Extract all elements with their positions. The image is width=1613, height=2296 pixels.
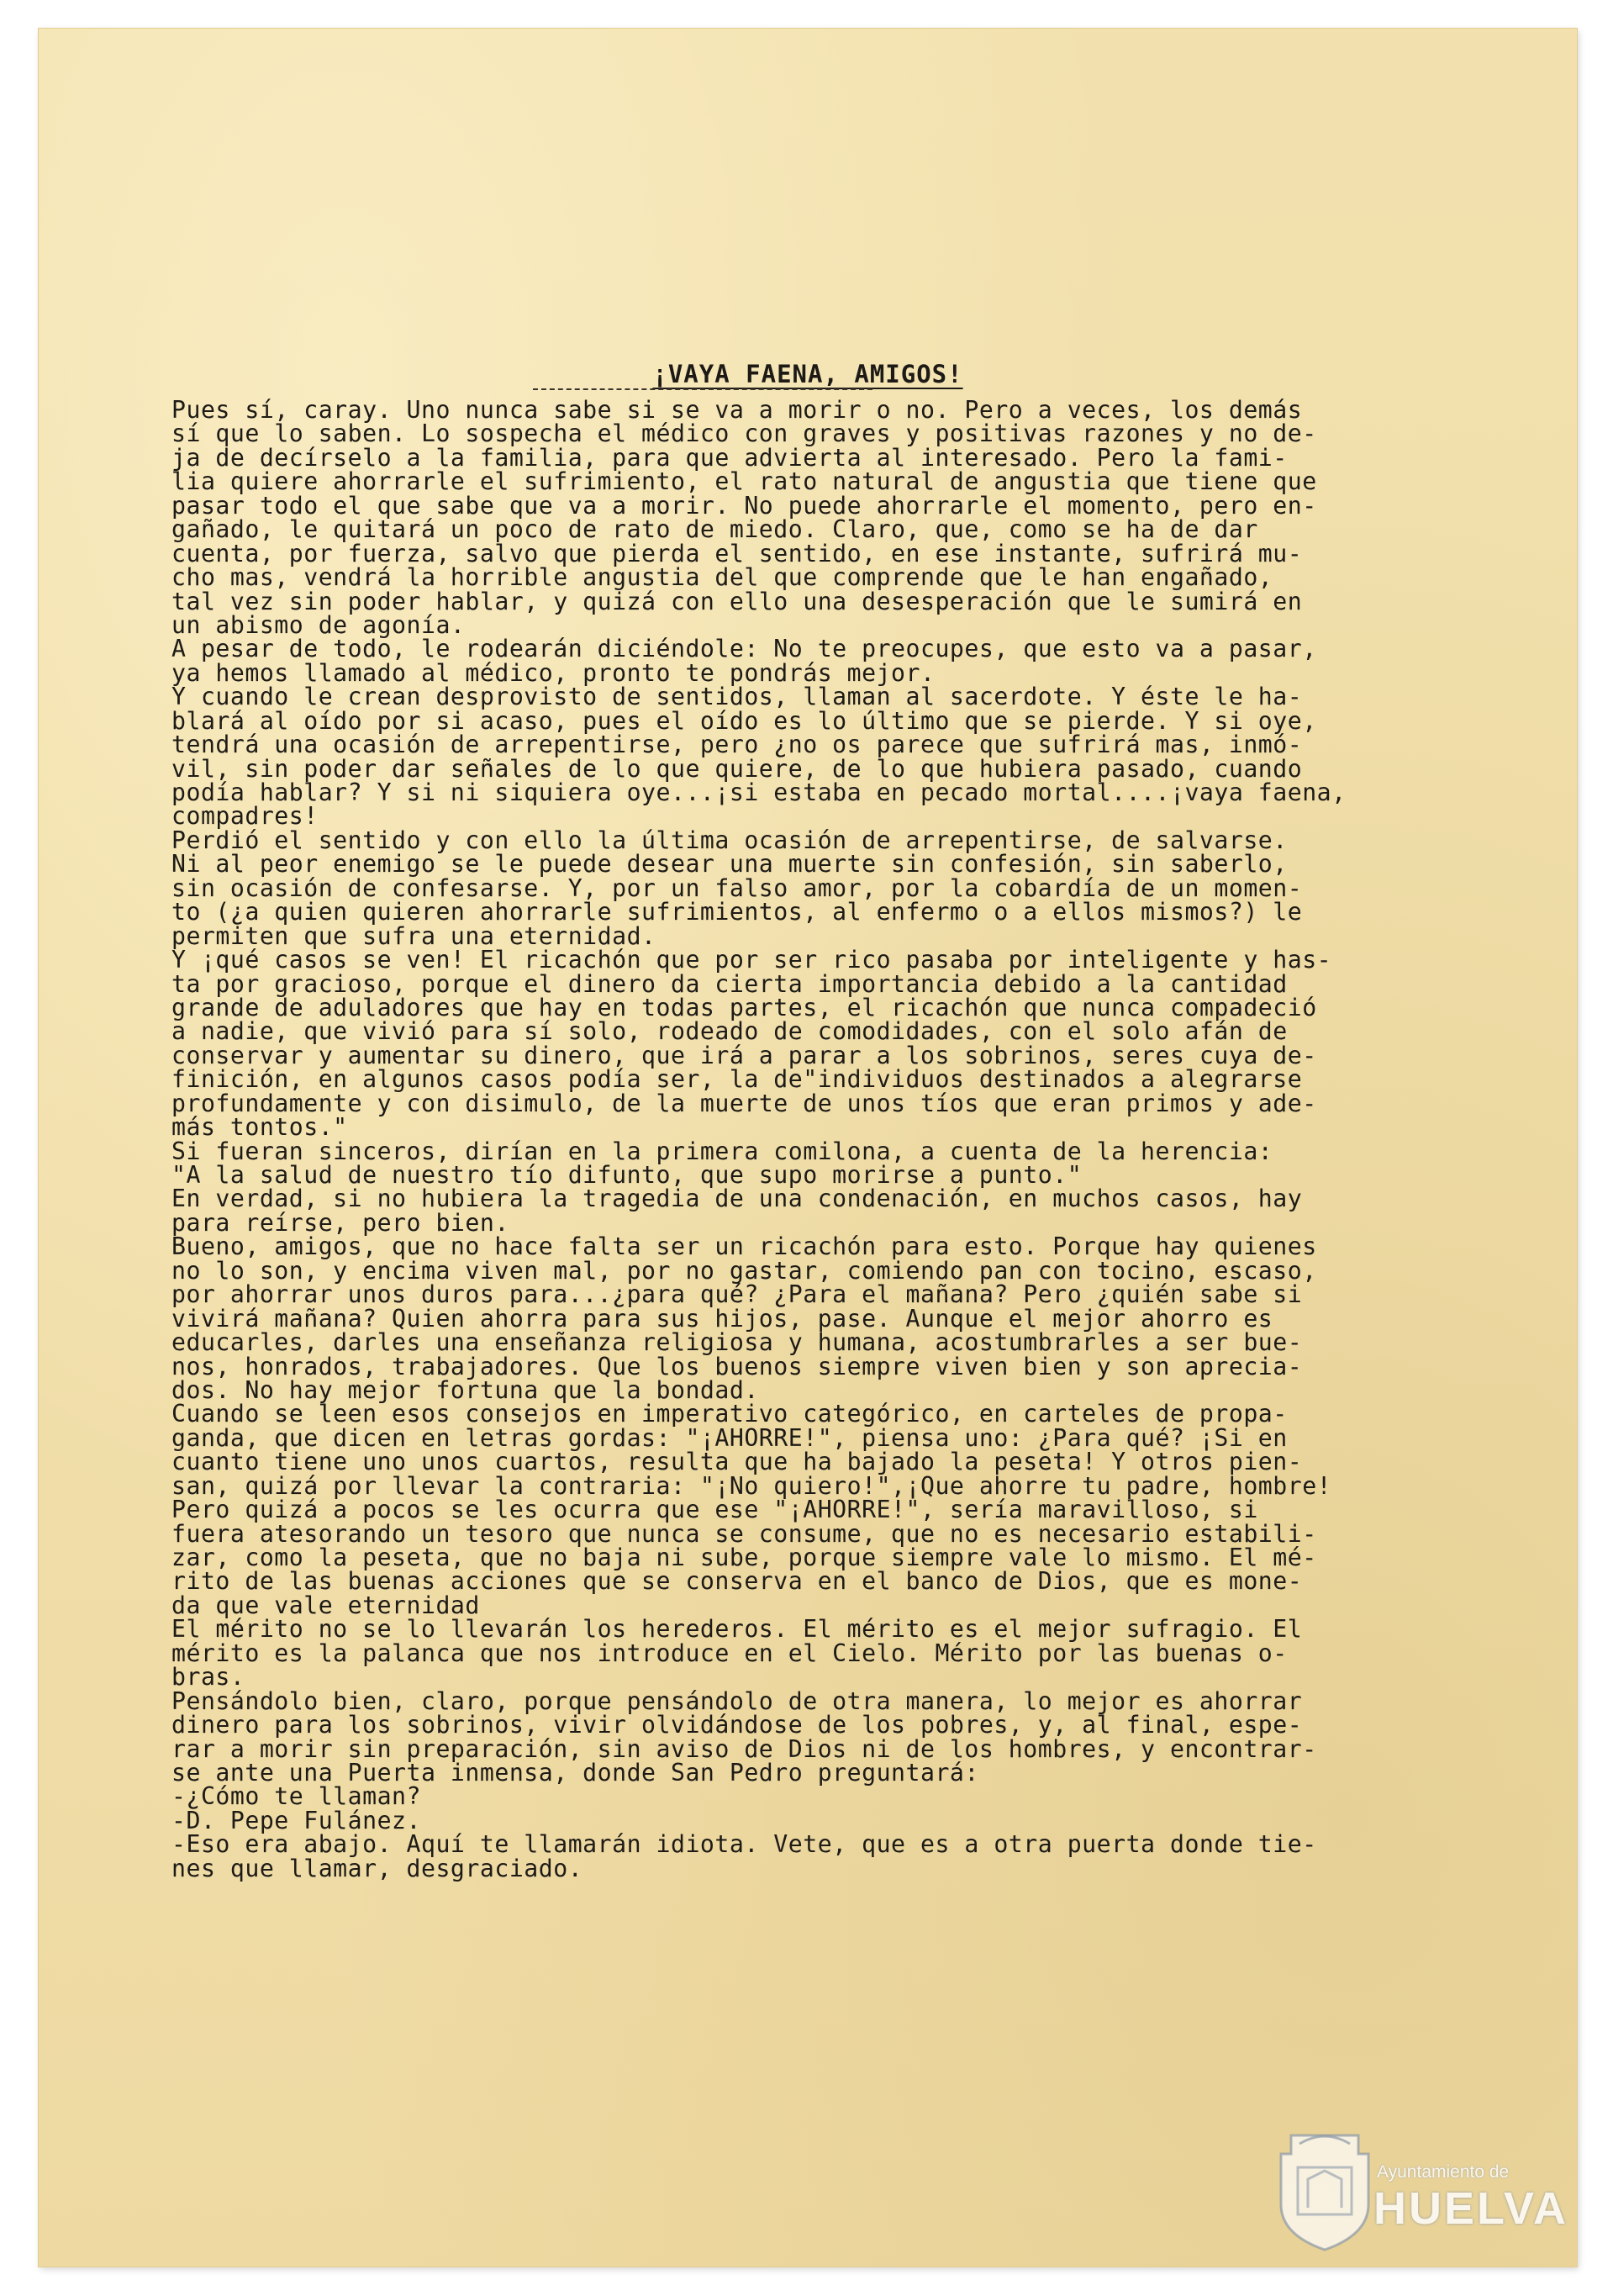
- text-line: conservar y aumentar su dinero, que irá a parar a los sobrinos, seres cuya de-: [171, 1041, 1317, 1069]
- text-line: se ante una Puerta inmensa, donde San Pedro preguntará:: [171, 1758, 979, 1787]
- text-line: Bueno, amigos, que no hace falta ser un ricachón para esto. Porque hay quienes: [171, 1232, 1317, 1261]
- text-line: grande de aduladores que hay en todas partes, el ricachón que nunca compadeció: [171, 993, 1317, 1021]
- text-line: A pesar de todo, le rodearán diciéndole: No te preocupes, que esto va a pasar,: [171, 635, 1317, 663]
- text-line: educarles, darles una enseñanza religiosa y humana, acostumbrarles a ser bue-: [171, 1328, 1303, 1357]
- text-line: zar, como la peseta, que no baja ni sube, porque siempre vale lo mismo. El mé-: [171, 1544, 1317, 1571]
- text-line: Y ¡qué casos se ven! El ricachón que por ser rico pasaba por inteligente y has-: [171, 946, 1332, 974]
- text-line: dinero para los sobrinos, vivir olvidándose de los pobres, y, al final, espe-: [171, 1711, 1303, 1739]
- archive-watermark: [1269, 2127, 1568, 2274]
- text-line: sin ocasión de confesarse. Y, por un falso amor, por la cobardía de un momen-: [171, 874, 1303, 902]
- watermark-line1: Ayuntamiento de: [1377, 2162, 1510, 2182]
- text-line: cuenta, por fuerza, salvo que pierda el sentido, en ese instante, sufrirá mu-: [171, 539, 1303, 567]
- text-line: En verdad, si no hubiera la tragedia de una condenación, en muchos casos, hay: [171, 1185, 1303, 1213]
- text-line: vivirá mañana? Quien ahorra para sus hijos, pase. Aunque el mejor ahorro es: [171, 1304, 1273, 1333]
- text-line: no lo son, y encima viven mal, por no gastar, comiendo pan con tocino, escaso,: [171, 1256, 1317, 1285]
- text-line: El mérito no se lo llevarán los herederos. El mérito es el mejor sufragio. El: [171, 1615, 1303, 1644]
- text-line: ta por gracioso, porque el dinero da cierta importancia debido a la cantidad: [171, 969, 1288, 998]
- text-line: -D. Pepe Fulánez.: [171, 1806, 421, 1834]
- text-line: Y cuando le crean desprovisto de sentidos, llaman al sacerdote. Y éste le ha-: [171, 683, 1303, 711]
- text-line: a nadie, que vivió para sí solo, rodeado de comodidades, con el solo afán de: [171, 1017, 1288, 1046]
- text-line: ya hemos llamado al médico, pronto te pondrás mejor.: [171, 658, 936, 687]
- text-line: vil, sin poder dar señales de lo que quiere, de lo que hubiera pasado, cuando: [171, 754, 1303, 783]
- text-line: bras.: [171, 1663, 245, 1692]
- text-line: tal vez sin poder hablar, y quizá con ello una desesperación que le sumirá en: [171, 587, 1303, 615]
- text-line: -¿Cómo te llaman?: [171, 1782, 421, 1811]
- text-line: blará al oído por si acaso, pues el oído es lo último que se pierde. Y si oye,: [171, 706, 1317, 735]
- text-line: san, quizá por llevar la contraria: "¡No quiero!",¡Que ahorre tu padre, hombre!: [171, 1471, 1332, 1500]
- text-line: rito de las buenas acciones que se conserva en el banco de Dios, que es mone-: [171, 1567, 1303, 1596]
- text-line: ja de decírselo a la familia, para que advierta al interesado. Pero la fami-: [171, 443, 1288, 472]
- text-line: gañado, le quitará un poco de rato de miedo. Claro, que, como se ha de dar: [171, 515, 1258, 544]
- coat-of-arms-icon: [1274, 2127, 1375, 2253]
- text-line: Pero quizá a pocos se les ocurra que ese "¡AHORRE!", sería maravilloso, si: [171, 1496, 1258, 1524]
- text-line: dos. No hay mejor fortuna que la bondad.: [171, 1375, 759, 1404]
- text-line: cho mas, vendrá la horrible angustia del que comprende que le han engañado,: [171, 563, 1273, 592]
- watermark-line2: HUELVA: [1373, 2183, 1568, 2234]
- text-line: compadres!: [171, 802, 319, 831]
- text-line: un abismo de agonía.: [171, 610, 466, 639]
- text-line: cuanto tiene uno unos cuartos, resulta que ha bajado la peseta! Y otros pien-: [171, 1448, 1303, 1476]
- text-line: pasar todo el que sabe que va a morir. No puede ahorrarle el momento, pero en-: [171, 491, 1317, 520]
- text-line: da que vale eternidad: [171, 1591, 480, 1619]
- text-line: finición, en algunos casos podía ser, la de"individuos destinados a alegrarse: [171, 1065, 1303, 1094]
- text-line: -Eso era abajo. Aquí te llamarán idiota. Vete, que es a otra puerta donde tie-: [171, 1830, 1317, 1859]
- text-line: profundamente y con disimulo, de la muerte de unos tíos que eran primos y ade-: [171, 1089, 1317, 1117]
- typed-page: [39, 29, 1577, 2267]
- text-line: permiten que sufra una eternidad.: [171, 921, 656, 950]
- text-line: "A la salud de nuestro tío difunto, que supo morirse a punto.": [171, 1161, 1083, 1189]
- text-line: Ni al peor enemigo se le puede desear una muerte sin confesión, sin saberlo,: [171, 850, 1288, 879]
- text-line: Si fueran sinceros, dirían en la primera comilona, a cuenta de la herencia:: [171, 1137, 1273, 1165]
- text-line: Pues sí, caray. Uno nunca sabe si se va a morir o no. Pero a veces, los demás: [171, 396, 1303, 424]
- text-line: Pensándolo bien, claro, porque pensándolo de otra manera, lo mejor es ahorrar: [171, 1686, 1303, 1715]
- text-line: mérito es la palanca que nos introduce en el Cielo. Mérito por las buenas o-: [171, 1639, 1288, 1667]
- text-line: tendrá una ocasión de arrepentirse, pero ¿no os parece que sufrirá mas, inmó-: [171, 731, 1303, 759]
- text-line: fuera atesorando un tesoro que nunca se consume, que no es necesario estabili-: [171, 1519, 1317, 1548]
- text-line: nes que llamar, desgraciado.: [171, 1854, 583, 1882]
- text-line: Cuando se leen esos consejos en imperativo categórico, en carteles de propa-: [171, 1400, 1288, 1428]
- text-line: nos, honrados, trabajadores. Que los buenos siempre viven bien y son aprecia-: [171, 1352, 1303, 1380]
- text-line: ganda, que dicen en letras gordas: "¡AHORRE!", piensa uno: ¿Para qué? ¡Si en: [171, 1423, 1288, 1452]
- text-line: sí que lo saben. Lo sospecha el médico con graves y positivas razones y no de-: [171, 420, 1317, 448]
- text-line: podía hablar? Y si ni siquiera oye...¡si estaba en pecado mortal....¡vaya faena,: [171, 779, 1347, 806]
- text-line: para reírse, pero bien.: [171, 1208, 509, 1237]
- text-line: lia quiere ahorrarle el sufrimiento, el rato natural de angustia que tiene que: [171, 467, 1317, 496]
- text-line: Perdió el sentido y con ello la última ocasión de arrepentirse, de salvarse.: [171, 826, 1288, 854]
- text-line: to (¿a quien quieren ahorrarle sufrimientos, al enfermo o a ellos mismos?) le: [171, 898, 1303, 926]
- document-body: [171, 396, 1518, 1882]
- document-title: ¡VAYA FAENA, AMIGOS!: [652, 360, 963, 388]
- text-line: más tontos.": [171, 1113, 348, 1142]
- text-line: por ahorrar unos duros para...¿para qué? ¿Para el mañana? Pero ¿quién sabe si: [171, 1280, 1303, 1309]
- text-line: rar a morir sin preparación, sin aviso de Dios ni de los hombres, y encontrar-: [171, 1734, 1317, 1763]
- title-rule: [533, 388, 872, 390]
